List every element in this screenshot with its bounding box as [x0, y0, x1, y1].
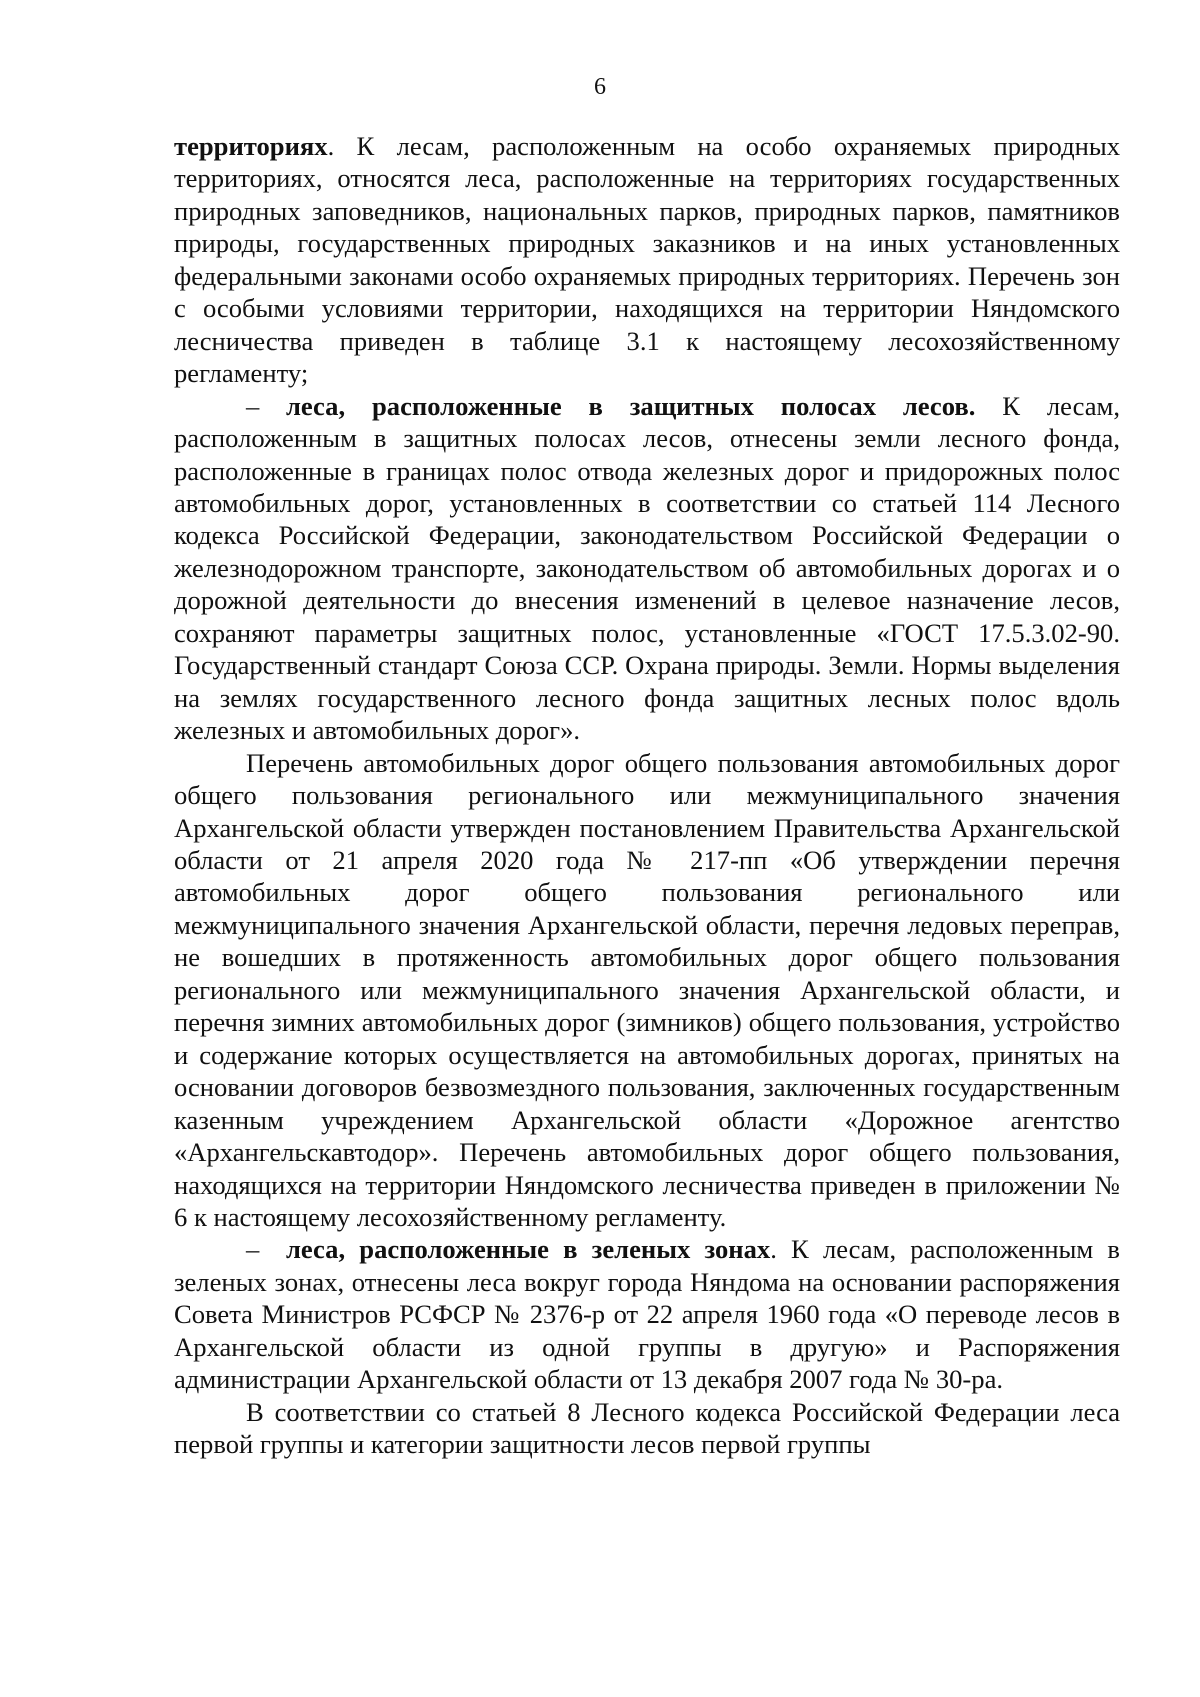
dash-marker: – [246, 1234, 260, 1265]
bullet-protective-strips [174, 390, 1120, 747]
bold-term-green-zones: леса, расположенные в зеленых зонах [286, 1234, 771, 1265]
document-body [174, 130, 1120, 1461]
paragraph-road-list: Перечень автомобильных дорог общего пользования автомобильных дорог общего пользования регионального или межмуниципального значения Архангельской области утвержден постановлением Правительства Архангельской области от 21 апреля 2020 года № 217-пп «Об утверждении перечня автомобильных дорог общего пользования регионального или межмуниципального значения Архангельской области, перечня ледовых переправ, не вошедших в протяженность автомобильных дорог общего пользования регионального или межмуниципального значения Архангельской области, и перечня зимних автомобильных дорог (зимников) общего пользования, устройство и содержание которых осуществляется на автомобильных дорогах, принятых на основании договоров безвозмездного пользования, заключенных государственным казенным учреждением Архангельской области «Дорожное агентство «Архангельскавтодор». Перечень автомобильных дорог общего пользования, находящихся на территории Няндомского лесничества приведен в приложении № 6 к настоящему лесохозяйственному регламенту. [174, 747, 1120, 1232]
paragraph-protected-territories [174, 130, 1120, 390]
bold-term-territories: территориях [174, 131, 328, 161]
bullet-green-zones [174, 1233, 1120, 1395]
paragraph-text: . К лесам, расположенным в зеленых зонах, отнесены леса вокруг города Няндома на основании распоряжения Совета Министров РСФСР № 2376-р от 22 апреля 1960 года «О переводе лесов в Архангельской области из одной группы в другую» и Распоряжения администрации Архангельской области от 13 декабря 2007 года № 30-ра. [174, 1234, 1120, 1395]
page-number: 6 [594, 74, 606, 100]
paragraph-text: . К лесам, расположенным на особо охраняемых природных территориях, относятся леса, расположенные на территориях государственных природных заповедников, национальных парков, природных парков, памятников природы, государственных природных заказников и на иных установленных федеральными законами особо охраняемых природных территориях. Перечень зон с особыми условиями территории, находящихся на территории Няндомского лесничества приведен в таблице 3.1 к настоящему лесохозяйственному регламенту; [174, 131, 1120, 389]
bold-term-protective-strips: леса, расположенные в защитных полосах лесов. [286, 390, 976, 421]
paragraph-text: К лесам, расположенным в защитных полосах лесов, отнесены земли лесного фонда, расположенные в границах полос отвода железных дорог и придорожных полос автомобильных дорог, установленных в соответствии со статьей 114 Лесного кодекса Российской Федерации, законодательством Российской Федерации о железнодорожном транспорте, законодательством об автомобильных дорогах и о дорожной деятельности до внесения изменений в целевое назначение лесов, сохраняют параметры защитных полос, установленные «ГОСТ 17.5.3.02-90. Государственный стандарт Союза ССР. Охрана природы. Земли. Нормы выделения на землях государственного лесного фонда защитных лесных полос вдоль железных и автомобильных дорог». [174, 390, 1121, 746]
dash-marker: – [246, 390, 260, 421]
paragraph-forest-code-article-8: В соответствии со статьей 8 Лесного кодекса Российской Федерации леса первой группы и категории защитности лесов первой группы [174, 1396, 1120, 1460]
